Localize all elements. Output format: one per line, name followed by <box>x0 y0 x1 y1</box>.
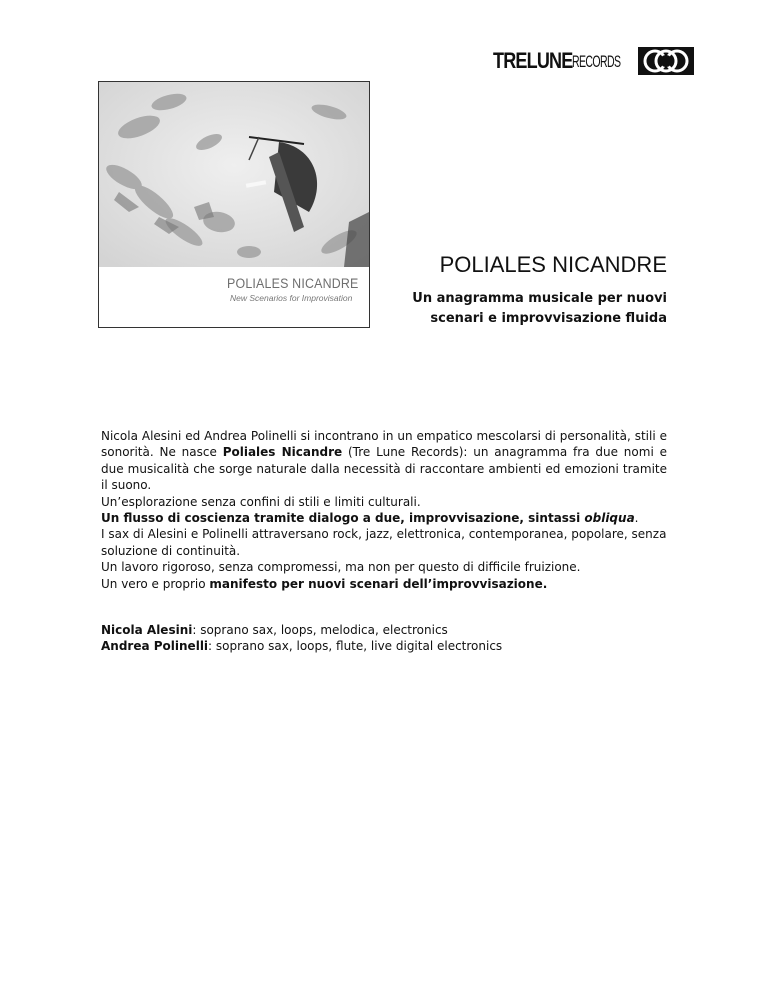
credit-name: Andrea Polinelli <box>101 639 209 654</box>
exploration-line: Un’esplorazione senza confini di stili e limiti culturali. <box>101 494 421 509</box>
manifesto-text-a: Un vero e proprio <box>101 576 210 591</box>
rigorous-work-line: Un lavoro rigoroso, senza compromessi, ma non per questo di difficile fruizione. <box>101 560 581 575</box>
cover-title: POLIALES NICANDRE <box>227 276 359 291</box>
cover-subtitle: New Scenarios for Improvisation <box>230 293 353 303</box>
credit-role: : soprano sax, loops, flute, live digital electronics <box>208 639 503 654</box>
tagline-line-1: Un anagramma musicale per nuovi <box>412 291 667 306</box>
logo-brand-sub: RECORDS <box>571 51 621 71</box>
stream-text-period: . <box>634 511 639 526</box>
press-release-body <box>101 428 667 655</box>
album-tagline <box>377 289 667 329</box>
credit-name: Nicola Alesini <box>101 623 193 638</box>
credit-role: : soprano sax, loops, melodica, electronics <box>192 623 448 638</box>
intro-project-name: Poliales Nicandre <box>222 445 343 460</box>
manifesto-text-b: manifesto per nuovi scenari dell’improvvisazione. <box>209 576 548 591</box>
credit-line <box>101 622 667 638</box>
intro-text-a: Nicola Alesini ed Andrea Polinelli si incontrano in un empatico mescolarsi di personalità, stili e sonorità. Ne nasce <box>101 429 667 460</box>
intro-paragraph <box>101 428 667 494</box>
tagline-line-2: scenari e improvvisazione fluida <box>430 311 667 326</box>
album-cover <box>98 81 370 328</box>
manifesto-line <box>101 576 667 592</box>
stream-of-consciousness-line <box>101 510 667 526</box>
stream-text-a: Un flusso di coscienza tramite dialogo a due, improvvisazione, sintassi <box>101 511 585 526</box>
album-title: POLIALES NICANDRE <box>439 252 667 277</box>
logo-brand-main: TRELUNE <box>493 48 573 73</box>
intro-text-c: (Tre Lune Records): un anagramma fra due nomi e due musicalità che sorge naturale dalla necessità di raccontare ambienti ed emozioni tramite il suono. <box>101 445 667 493</box>
tre-lune-records-logo <box>493 46 694 76</box>
moon-circles-icon <box>638 47 694 75</box>
credit-line <box>101 638 667 654</box>
sax-paragraph: I sax di Alesini e Polinelli attraversano rock, jazz, elettronica, contemporanea, popolare, senza soluzione di continuità. <box>101 527 667 558</box>
stream-text-obliqua: obliqua <box>584 511 635 526</box>
